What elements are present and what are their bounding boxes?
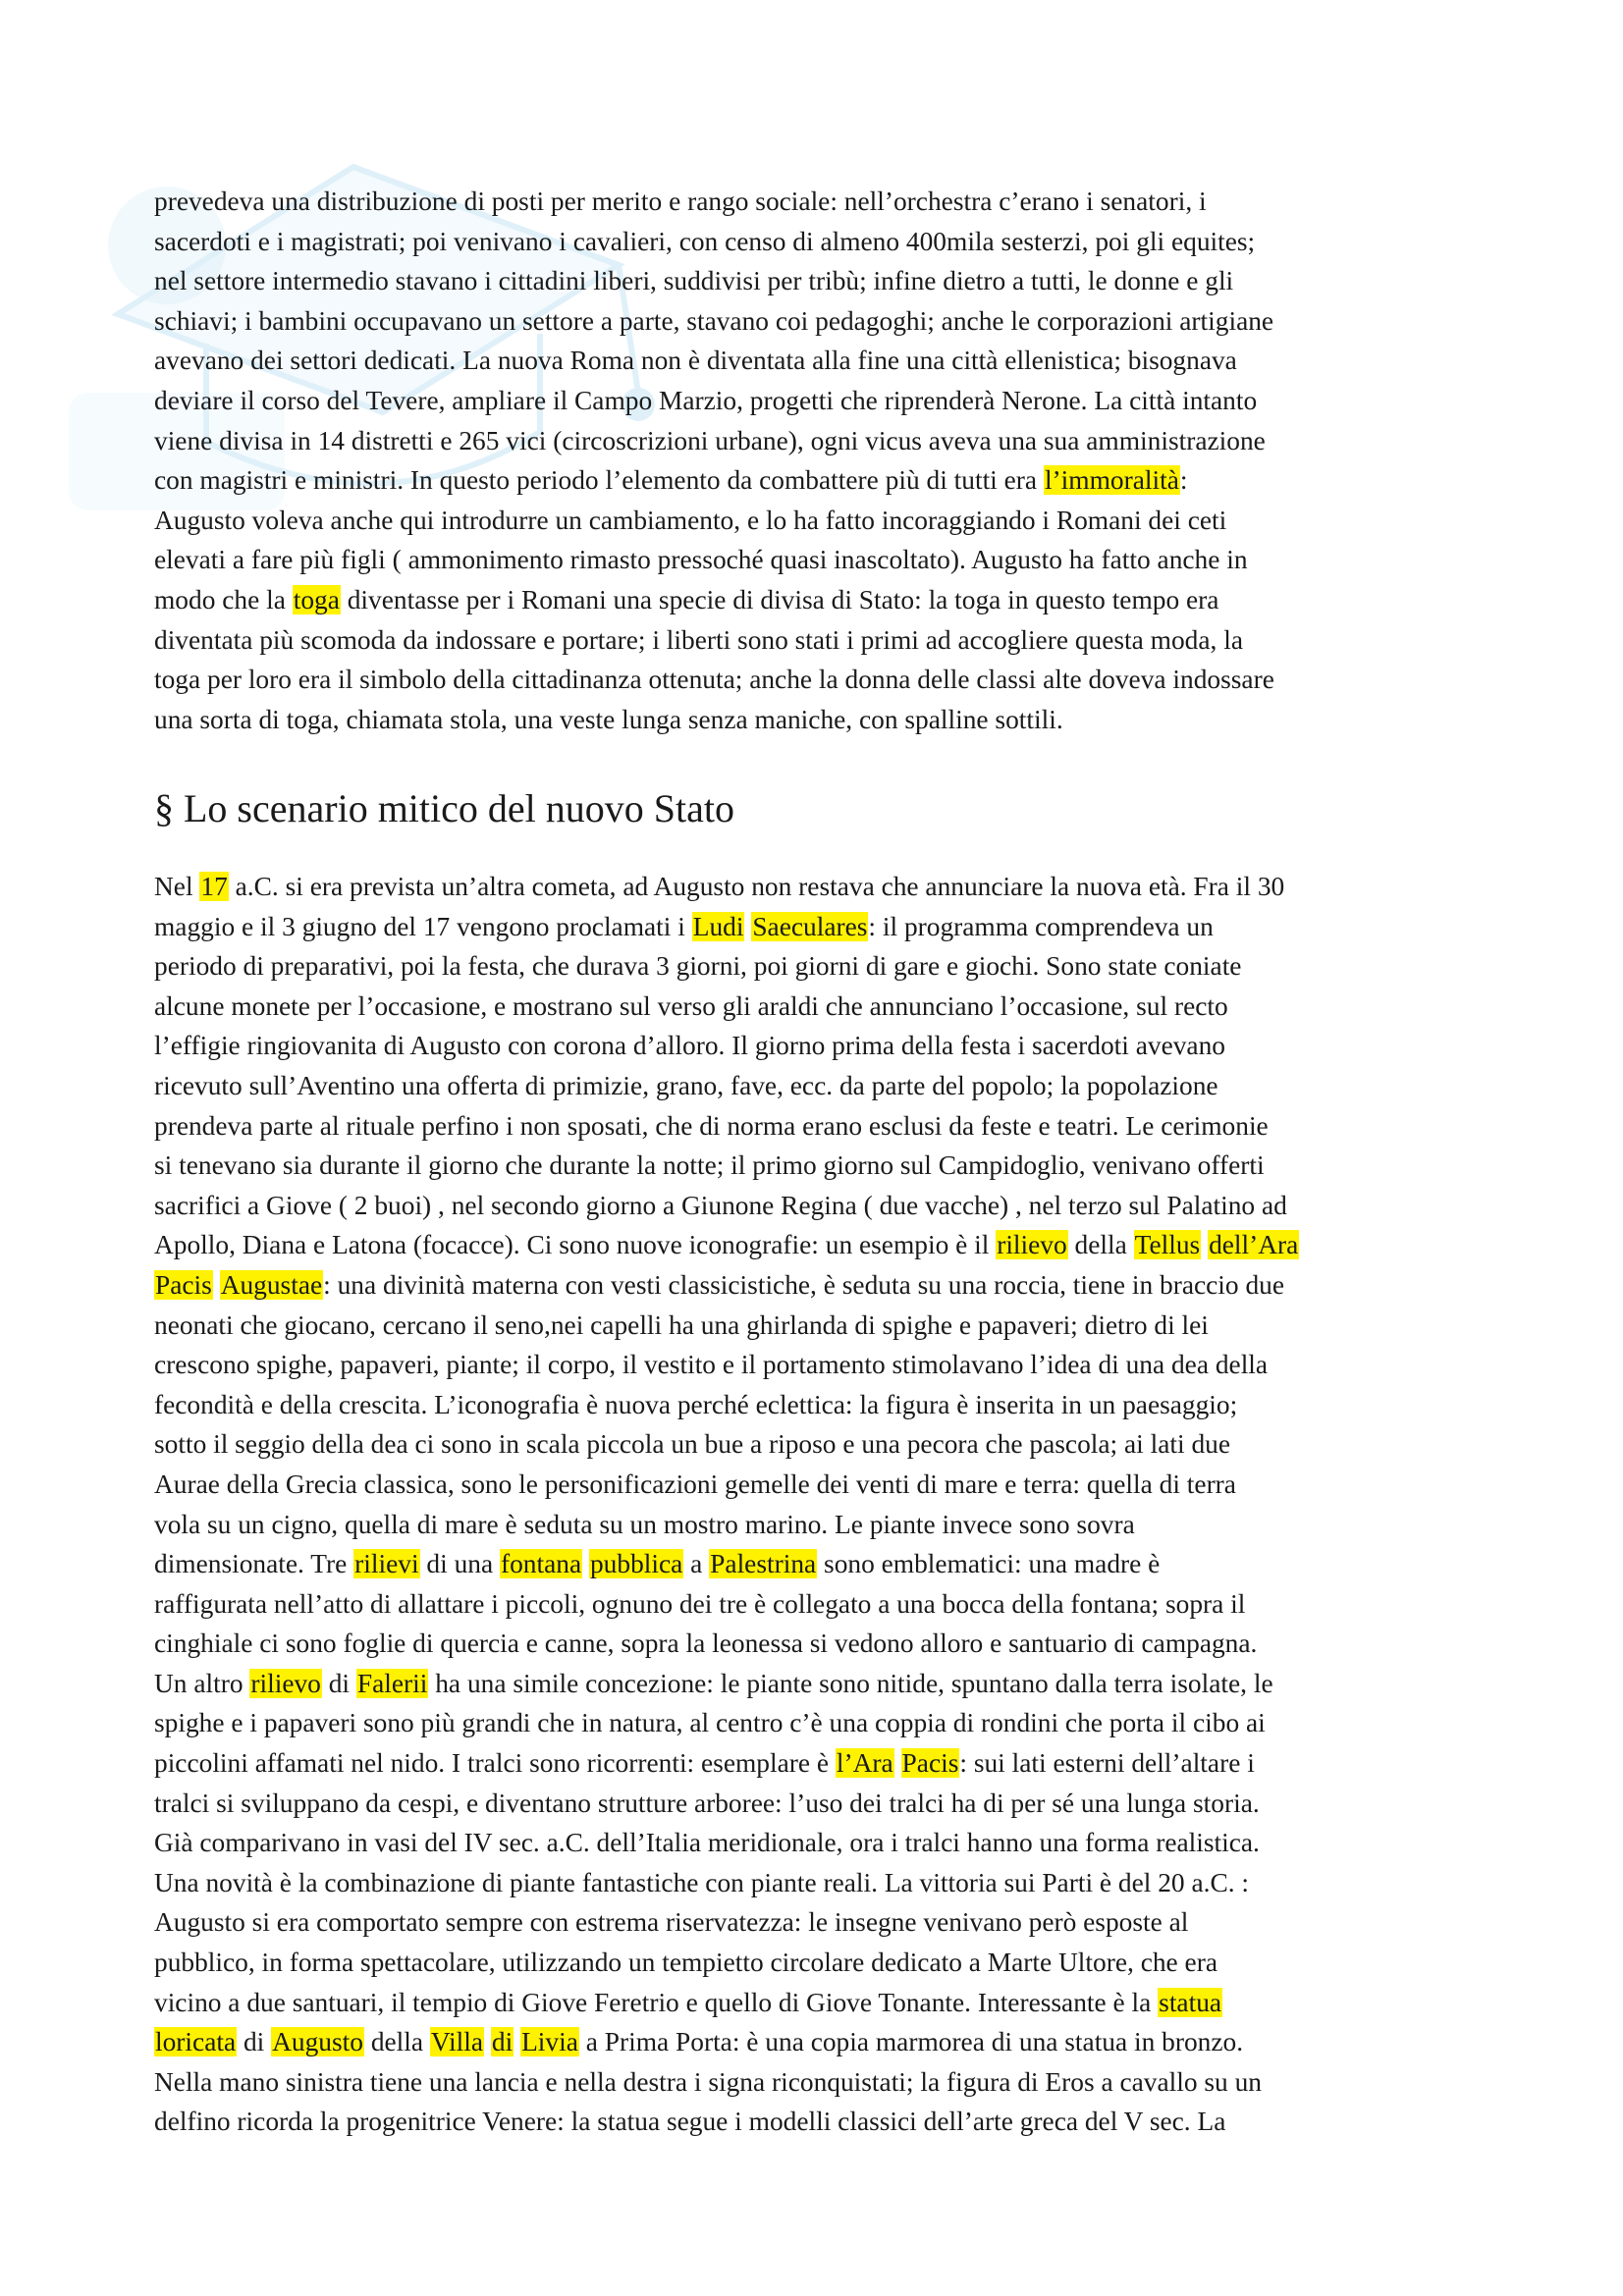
text-line: Apollo, Diana e Latona (focacce). Ci sono nuove iconografie: un esempio è il rilievo della Tellus dell’Ara <box>154 1230 1299 1260</box>
highlighted-term: Augusto <box>272 2027 363 2057</box>
text-line: delfino ricorda la progenitrice Venere: la statua segue i modelli classici dell’arte greca del V sec. La <box>154 2107 1226 2137</box>
text-line: alcune monete per l’occasione, e mostrano sul verso gli araldi che annunciano l’occasione, sul recto <box>154 990 1228 1021</box>
text-line: periodo di preparativi, poi la festa, che durava 3 giorni, poi giorni di gare e giochi. Sono state coniate <box>154 951 1242 982</box>
text-line: una sorta di toga, chiamata stola, una veste lunga senza maniche, con spalline sottili. <box>154 704 1063 734</box>
text-line: avevano dei settori dedicati. La nuova Roma non è diventata alla fine una città ellenistica; bisognava <box>154 346 1237 376</box>
text-line: prendeva parte al rituale perfino i non sposati, che di norma erano esclusi da feste e teatri. Le cerimonie <box>154 1110 1269 1141</box>
highlighted-term: Falerii <box>356 1668 428 1698</box>
highlighted-term: Livia <box>521 2027 578 2057</box>
text-line: Aurae della Grecia classica, sono le personificazioni gemelle dei venti di mare e terra: quella di terra <box>154 1468 1236 1499</box>
section-title: § Lo scenario mitico del nuovo Stato <box>154 786 734 830</box>
highlighted-term: dell’Ara <box>1209 1230 1299 1260</box>
text-line: prevedeva una distribuzione di posti per merito e rango sociale: nell’orchestra c’erano i senatori, i <box>154 187 1207 216</box>
highlighted-term: Ludi <box>692 911 744 941</box>
highlighted-term: Tellus <box>1134 1230 1201 1260</box>
text-line: crescono spighe, papaveri, piante; il corpo, il vestito e il portamento stimolavano l’idea di una dea della <box>154 1350 1269 1380</box>
text-line: cinghiale ci sono foglie di quercia e canne, sopra la leonessa si vedono alloro e santuario di campagna. <box>154 1629 1258 1659</box>
text-line: vicino a due santuari, il tempio di Giove Feretrio e quello di Giove Tonante. Interessante è la statua <box>154 1987 1222 2017</box>
text-line: con magistri e ministri. In questo periodo l’elemento da combattere più di tutti era l’immoralità: <box>154 465 1188 496</box>
text-line: sacerdoti e i magistrati; poi venivano i cavalieri, con censo di almeno 400mila sesterzi, poi gli equites; <box>154 226 1256 256</box>
text-line: diventata più scomoda da indossare e portare; i liberti sono stati i primi ad accogliere questa moda, la <box>154 624 1243 655</box>
text-line: si tenevano sia durante il giorno che durante la notte; il primo giorno sul Campidoglio, venivano offerti <box>154 1150 1265 1181</box>
highlighted-term: rilievo <box>250 1668 321 1698</box>
text-line: Un altro rilievo di Falerii ha una simile concezione: le piante sono nitide, spuntano dalla terra isolate, le <box>154 1668 1273 1698</box>
text-line: Nel 17 a.C. si era prevista un’altra cometa, ad Augusto non restava che annunciare la nuova età. Fra il 30 <box>154 872 1285 901</box>
paragraph-2 <box>154 867 1489 2142</box>
highlighted-term: l’immoralità <box>1044 465 1179 496</box>
text-line: Nella mano sinistra tiene una lancia e nella destra i signa riconquistati; la figura di Eros a cavallo su un <box>154 2066 1262 2097</box>
highlighted-term: Augustae <box>220 1269 323 1300</box>
paragraph-1 <box>154 182 1489 739</box>
paragraph-2-text <box>154 867 1489 2142</box>
text-line: Augusto si era comportato sempre con estrema riservatezza: le insegne venivano però esposte al <box>154 1907 1189 1938</box>
text-line: modo che la toga diventasse per i Romani una specie di divisa di Stato: la toga in questo tempo era <box>154 584 1219 614</box>
section-heading-container <box>154 785 734 832</box>
paragraph-1-text <box>154 182 1489 739</box>
text-line: sotto il seggio della dea ci sono in scala piccola un bue a riposo e una pecora che pascola; ai lati due <box>154 1429 1230 1460</box>
text-line: Augusto voleva anche qui introdurre un cambiamento, e lo ha fatto incoraggiando i Romani dei ceti <box>154 505 1227 535</box>
text-line: maggio e il 3 giugno del 17 vengono proclamati i Ludi Saeculares: il programma comprendeva un <box>154 911 1214 941</box>
highlighted-term: statua <box>1159 1987 1222 2017</box>
highlighted-term: pubblica <box>589 1549 683 1579</box>
text-line: l’effigie ringiovanita di Augusto con corona d’alloro. Il giorno prima della festa i sacerdoti avevano <box>154 1031 1225 1061</box>
highlighted-term: Palestrina <box>710 1549 817 1579</box>
text-line: viene divisa in 14 distretti e 265 vici (circoscrizioni urbane), ogni vicus aveva una sua amministrazione <box>154 425 1266 455</box>
highlighted-term: loricata <box>155 2027 237 2057</box>
highlighted-term: toga <box>293 584 340 614</box>
text-line: Già comparivano in vasi del IV sec. a.C. dell’Italia meridionale, ora i tralci hanno una forma realistica. <box>154 1828 1260 1858</box>
highlighted-term: Villa <box>430 2027 484 2057</box>
text-line: toga per loro era il simbolo della cittadinanza ottenuta; anche la donna delle classi alte doveva indossare <box>154 665 1274 695</box>
text-line: tralci si sviluppano da cespi, e diventano strutture arboree: l’uso dei tralci ha di per sé una lunga storia. <box>154 1788 1260 1818</box>
highlighted-term: rilievi <box>354 1549 419 1579</box>
text-line: raffigurata nell’atto di allattare i piccoli, ognuno dei tre è collegato a una bocca della fontana; sopra il <box>154 1588 1246 1619</box>
text-line: fecondità e della crescita. L’iconografia è nuova perché eclettica: la figura è inserita in un paesaggio; <box>154 1389 1238 1419</box>
highlighted-term: Saeculares <box>752 911 868 941</box>
highlighted-term: di <box>491 2027 514 2057</box>
highlighted-term: 17 <box>200 872 228 901</box>
text-line: piccolini affamati nel nido. I tralci sono ricorrenti: esemplare è l’Ara Pacis: sui lati esterni dell’altare i <box>154 1748 1255 1779</box>
text-line: elevati a fare più figli ( ammonimento rimasto pressoché quasi inascoltato). Augusto ha fatto anche in <box>154 545 1248 575</box>
text-line: ricevuto sull’Aventino una offerta di primizie, grano, fave, ecc. da parte del popolo; la popolazione <box>154 1070 1218 1100</box>
text-line: pubblico, in forma spettacolare, utilizzando un tempietto circolare dedicato a Marte Ultore, che era <box>154 1948 1217 1978</box>
highlighted-term: l’Ara <box>836 1748 893 1779</box>
text-line: deviare il corso del Tevere, ampliare il Campo Marzio, progetti che riprenderà Nerone. La città intanto <box>154 385 1258 415</box>
text-line: spighe e i papaveri sono più grandi che in natura, al centro c’è una coppia di rondini che porta il cibo ai <box>154 1708 1266 1738</box>
highlighted-term: Pacis <box>901 1748 959 1779</box>
text-line: vola su un cigno, quella di mare è seduta su un mostro marino. Le piante invece sono sovra <box>154 1509 1135 1539</box>
text-line: Pacis Augustae: una divinità materna con vesti classicistiche, è seduta su una roccia, tiene in braccio due <box>155 1269 1284 1300</box>
text-line: dimensionate. Tre rilievi di una fontana pubblica a Palestrina sono emblematici: una madre è <box>154 1549 1161 1579</box>
highlighted-term: rilievo <box>997 1230 1067 1260</box>
text-line: loricata di Augusto della Villa di Livia a Prima Porta: è una copia marmorea di una statua in bronzo. <box>155 2027 1244 2057</box>
highlighted-term: Pacis <box>155 1269 212 1300</box>
text-line: Una novità è la combinazione di piante fantastiche con piante reali. La vittoria sui Parti è del 20 a.C. : <box>154 1867 1250 1897</box>
highlighted-term: fontana <box>500 1549 582 1579</box>
text-line: sacrifici a Giove ( 2 buoi) , nel secondo giorno a Giunone Regina ( due vacche) , nel terzo sul Palatino ad <box>154 1190 1287 1220</box>
text-line: schiavi; i bambini occupavano un settore a parte, stavano coi pedagoghi; anche le corporazioni artigiane <box>154 305 1274 336</box>
text-line: nel settore intermedio stavano i cittadini liberi, suddivisi per tribù; infine dietro a tutti, le donne e gli <box>154 266 1234 296</box>
text-line: neonati che giocano, cercano il seno,nei capelli ha una ghirlanda di spighe e papaveri; dietro di lei <box>154 1309 1209 1340</box>
